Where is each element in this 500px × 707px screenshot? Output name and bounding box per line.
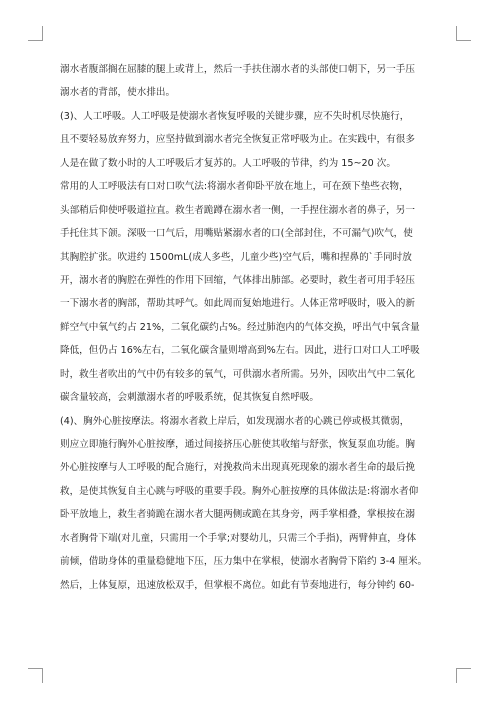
text-line: (4)、胸外心脏按摩法。将溺水者救上岸后，如发现溺水者的心跳已停或极其微弱， xyxy=(60,415,410,427)
text-line: 其胸腔扩张。吹进约 1500mL(成人多些，儿童少些)空气后，嘴和捏鼻的`手同时放 xyxy=(60,251,412,263)
document-body xyxy=(60,58,436,597)
text-line: 鲜空气中氧气约占 21%，二氧化碳约占%。经过肺泡内的气体交换，呼出气中氧含量 xyxy=(60,321,420,333)
text-line: 外心脏按摩与人工呼吸的配合施行，对挽救尚未出现真死现象的溺水者生命的最后挽 xyxy=(60,462,415,474)
text-line: 救，是使其恢复自主心跳与呼吸的重要手段。胸外心脏按摩的具体做法是:将溺水者仰 xyxy=(60,485,419,497)
text-line: 且不要轻易放弃努力，应坚持做到溺水者完全恢复正常呼吸为止。在实践中，有很多 xyxy=(60,134,415,146)
text-line: 头部稍后仰使呼吸道拉直。救生者跪蹲在溺水者一侧，一手捏住溺水者的鼻子，另一 xyxy=(60,204,415,216)
text-line: 溺水者的背部，使水排出。 xyxy=(60,87,176,99)
crop-mark-bottom-left xyxy=(28,668,43,683)
crop-mark-top-right xyxy=(456,26,471,41)
text-line: (3)、人工呼吸。人工呼吸是使溺水者恢复呼吸的关键步骤，应不失时机尽快施行， xyxy=(60,110,410,122)
text-line: 前倾，借助身体的重量稳健地下压，压力集中在掌根，使溺水者胸骨下陷约 3-4 厘米。 xyxy=(60,556,428,568)
text-line: 人是在做了数小时的人工呼吸后才复苏的。人工呼吸的节律，约为 15~20 次。 xyxy=(60,157,396,169)
text-line: 一下溺水者的胸部，帮助其呼气。如此周而复始地进行。人体正常呼吸时，吸入的新 xyxy=(60,298,415,310)
text-line: 常用的人工呼吸法有口对口吹气法:将溺水者仰卧平放在地上，可在颈下垫些衣物， xyxy=(60,181,409,193)
crop-mark-bottom-right xyxy=(456,668,471,683)
text-line: 溺水者腹部搁在屈膝的腿上或背上，然后一手扶住溺水者的头部使口朝下，另一手压 xyxy=(60,64,415,75)
text-line: 然后，上体复原，迅速放松双手，但掌根不离位。如此有节奏地进行，每分钟约 60- xyxy=(60,579,415,591)
text-line: 时，救生者吹出的气中仍有较多的氧气，可供溺水者所需。另外，因吹出气中二氧化 xyxy=(60,368,415,380)
crop-mark-top-left xyxy=(28,26,43,41)
text-line: 水者胸骨下端(对儿童，只需用一个手掌;对婴幼儿，只需三个手指)，两臂伸直，身体 xyxy=(60,532,417,544)
text-line: 手托住其下颌。深吸一口气后，用嘴贴紧溺水者的口(全部封住，不可漏气)吹气，使 xyxy=(60,228,413,240)
text-line: 开，溺水者的胸腔在弹性的作用下回缩，气体排出肺部。必要时，救生者可用手轻压 xyxy=(60,274,415,286)
text-line: 降低，但仍占 16%左右，二氧化碳含量则增高到%左右。因此，进行口对口人工呼吸 xyxy=(60,345,420,357)
text-line: 碳含量较高，会刺激溺水者的呼吸系统，促其恢复自然呼吸。 xyxy=(60,392,320,404)
text-line: 卧平放地上，救生者骑跪在溺水者大腿两侧或跪在其身旁，两手掌相叠，掌根按在溺 xyxy=(60,509,415,521)
text-line: 则应立即施行胸外心脏按摩，通过间接挤压心脏使其收缩与舒张，恢复泵血功能。胸 xyxy=(60,439,415,450)
